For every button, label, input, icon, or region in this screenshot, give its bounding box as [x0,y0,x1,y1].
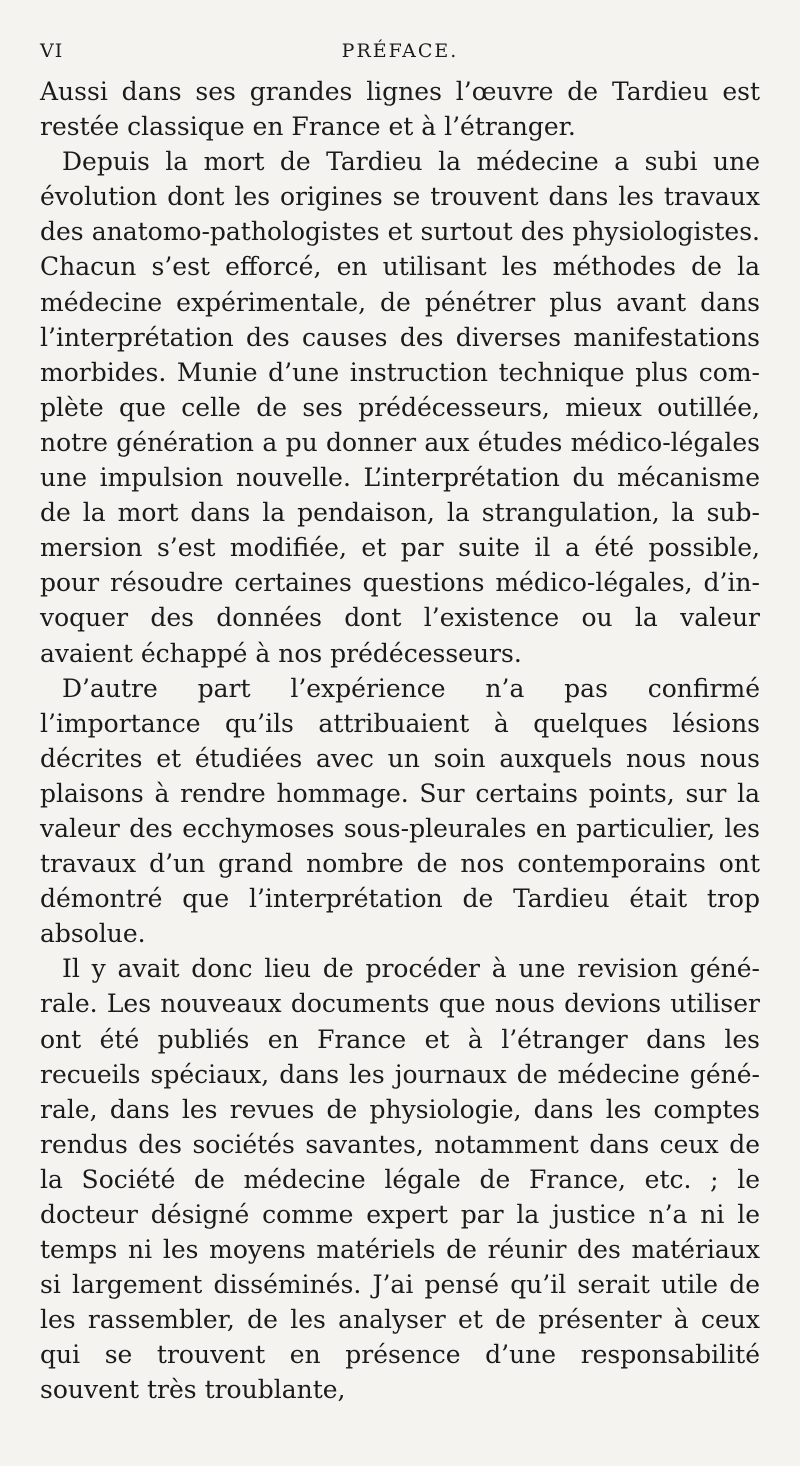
paragraph-1: Aussi dans ses grandes lignes l’œuvre de Tardieu est restée classique en France et à l’étranger. [40,77,760,142]
page-number: VI [40,40,64,62]
paragraph-4: Il y avait donc lieu de procéder à une revision générale. Les nouveaux documents que nous devions utiliser ont été publiés en France et à l’étranger dans les recueils spéciaux, dans les journaux de médecine générale, dans les revues de physiologie, dans les comptes rendus des sociétés savantes, notamment dans ceux de la Société de médecine légale de France, etc. ; le docteur désigné comme expert par la justice n’a ni le temps ni les moyens matériels de réunir des matériaux si largement disséminés. J’ai pensé qu’il serait utile de les rassembler, de les analyser et de présenter à ceux qui se trouvent en présence d’une responsabilité souvent très troublante, [40,954,760,1405]
body-text [40,74,760,1408]
paragraph-2: Depuis la mort de Tardieu la médecine a subi une évolution dont les origines se trouvent dans les travaux des anatomo-pathologistes et surtout des physiologistes. Chacun s’est efforcé, en utilisant les méthodes de la médecine expérimentale, de pénétrer plus avant dans l’interprétation des causes des diverses manifestations morbides. Munie d’une instruction technique plus complète que celle de ses prédécesseurs, mieux outillée, notre génération a pu donner aux études médico-légales une impulsion nouvelle. L’interprétation du mécanisme de la mort dans la pendaison, la strangulation, la submersion s’est modifiée, et par suite il a été possible, pour résoudre certaines questions médico-légales, d’invoquer des données dont l’existence ou la valeur avaient échappé à nos prédécesseurs. [40,147,760,668]
running-head [40,40,760,74]
paragraph-3: D’autre part l’expérience n’a pas confirmé l’importance qu’ils attribuaient à quelques lésions décrites et étudiées avec un soin auxquels nous nous plaisons à rendre hommage. Sur certains points, sur la valeur des ecchymoses sous-pleurales en particulier, les travaux d’un grand nombre de nos contemporains ont démontré que l’interprétation de Tardieu était trop absolue. [40,673,760,949]
running-title: PRÉFACE. [341,40,459,62]
